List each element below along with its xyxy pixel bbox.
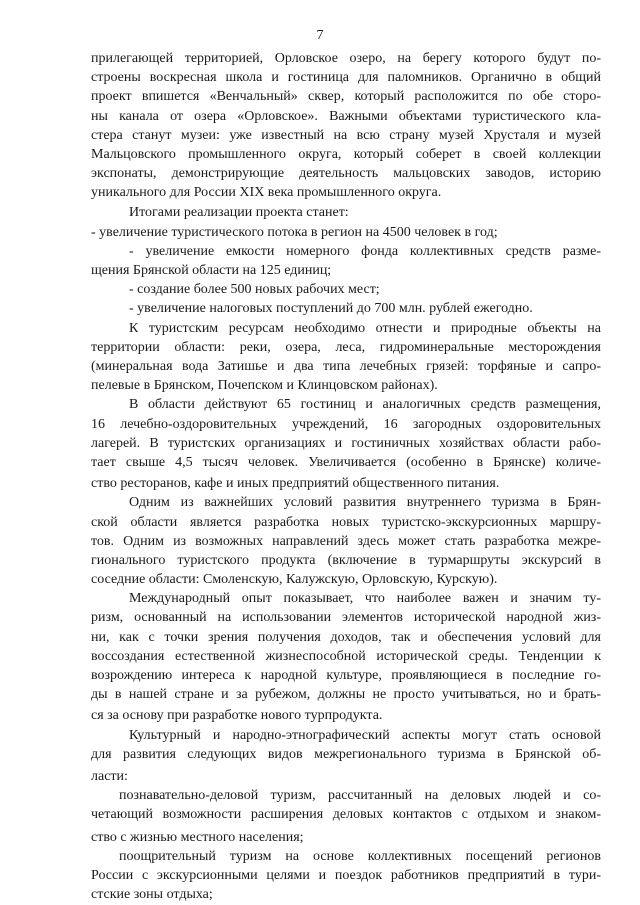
text-line: ся за основу при разработке нового турпродукта.	[91, 708, 383, 724]
text-line: уникального для России XIX века промышленного округа.	[91, 185, 442, 201]
text-line: ны канала от озера «Орловское». Важными объектами туристического кла-	[91, 108, 601, 124]
text-line: Итогами реализации проекта станет:	[129, 204, 349, 220]
text-line: ство с жизнью местного населения;	[91, 829, 304, 845]
text-line: для развития следующих видов межрегионального туризма в Брянской об-	[91, 746, 601, 762]
body-text	[91, 49, 601, 904]
text-line: - увеличение туристического потока в регион на 4500 человек в год;	[91, 224, 498, 240]
text-line: тов. Одним из возможных направлений здесь может стать разработка межре-	[91, 533, 601, 549]
text-line: - увеличение налоговых поступлений до 700 млн. рублей ежегодно.	[129, 301, 533, 317]
text-line: стера станут музеи: уже известный на всю страну музей Хрусталя и музей	[91, 127, 601, 143]
text-line: гионального туристского продукта (включение в турмаршруты экскурсий в	[91, 552, 601, 568]
text-line: поощрительный туризм на основе коллективных посещений регионов	[119, 848, 601, 864]
text-line: проект впишется «Венчальный» сквер, который расположится по обе сторо-	[91, 89, 601, 105]
text-line: пелевые в Брянском, Почепском и Клинцовском районах).	[91, 378, 438, 394]
text-line: В области действуют 65 гостиниц и аналогичных средств размещения,	[129, 397, 601, 413]
text-line: ласти:	[91, 768, 128, 784]
text-line: (минеральная вода Затишье и два типа лечебных грязей: торфяные и сапро-	[91, 359, 601, 374]
text-line: ской области является разработка новых туристско-экскурсионных маршру-	[91, 514, 601, 530]
text-line: четающий возможности расширения деловых контактов с отдыхом и знаком-	[91, 807, 601, 823]
text-line: Одним из важнейших условий развития внутреннего туризма в Брян-	[129, 495, 601, 511]
page-number: 7	[316, 28, 324, 43]
text-line: К туристским ресурсам необходимо отнести и природные объекты на	[129, 320, 601, 336]
text-line: - создание более 500 новых рабочих мест;	[129, 282, 380, 298]
text-line: России с экскурсионными целями и поездок работников предприятий в тури-	[91, 867, 601, 883]
text-line: воссоздания естественной жизнеспособной исторической среды. Тенденции к	[91, 648, 601, 664]
text-line: территории области: реки, озера, леса, гидроминеральные месторождения	[91, 339, 601, 355]
text-line: возрождению интереса к народной культуре, проявляющиеся в последние го-	[91, 668, 601, 683]
text-line: - увеличение емкости номерного фонда коллективных средств разме-	[129, 243, 601, 259]
text-line: щения Брянской области на 125 единиц;	[91, 263, 332, 279]
text-line: 16 лечебно-оздоровительных учреждений, 16 загородных оздоровительных	[91, 416, 601, 432]
text-line: тает свыше 4,5 тысяч человек. Увеличивается (особенно в Брянске) количе-	[91, 454, 601, 470]
text-line: ни, как с точки зрения получения доходов, так и обеспечения условий для	[91, 629, 601, 645]
text-line: ды в нашей стране и за рубежом, должны не просто учитываться, но и брать-	[91, 687, 601, 703]
text-line: ство ресторанов, кафе и иных предприятий общественного питания.	[91, 476, 500, 492]
text-line: стские зоны отдыха;	[91, 887, 213, 903]
text-line: ризм, основанный на использовании элементов исторической народной жиз-	[91, 610, 601, 626]
text-line: экспонаты, демонстрирующие деятельность мальцовских заводов, историю	[91, 166, 601, 182]
text-line: прилегающей территорией, Орловское озеро, на берегу которого будут по-	[91, 51, 601, 66]
text-line: лагерей. В туристских организациях и гостиничных хозяйствах области рабо-	[91, 435, 601, 451]
text-line: Мальцовского промышленного округа, который соберет в своей коллекции	[91, 146, 601, 162]
text-line: строены воскресная школа и гостиница для паломников. Органично в общий	[91, 70, 601, 86]
text-line: Международный опыт показывает, что наиболее важен и значим ту-	[129, 591, 601, 607]
text-line: Культурный и народно-этнографический аспекты могут стать основой	[129, 727, 601, 743]
text-line: познавательно-деловой туризм, рассчитанный на деловых людей и со-	[119, 788, 601, 804]
text-line: соседние области: Смоленскую, Калужскую, Орловскую, Курскую).	[91, 572, 498, 588]
